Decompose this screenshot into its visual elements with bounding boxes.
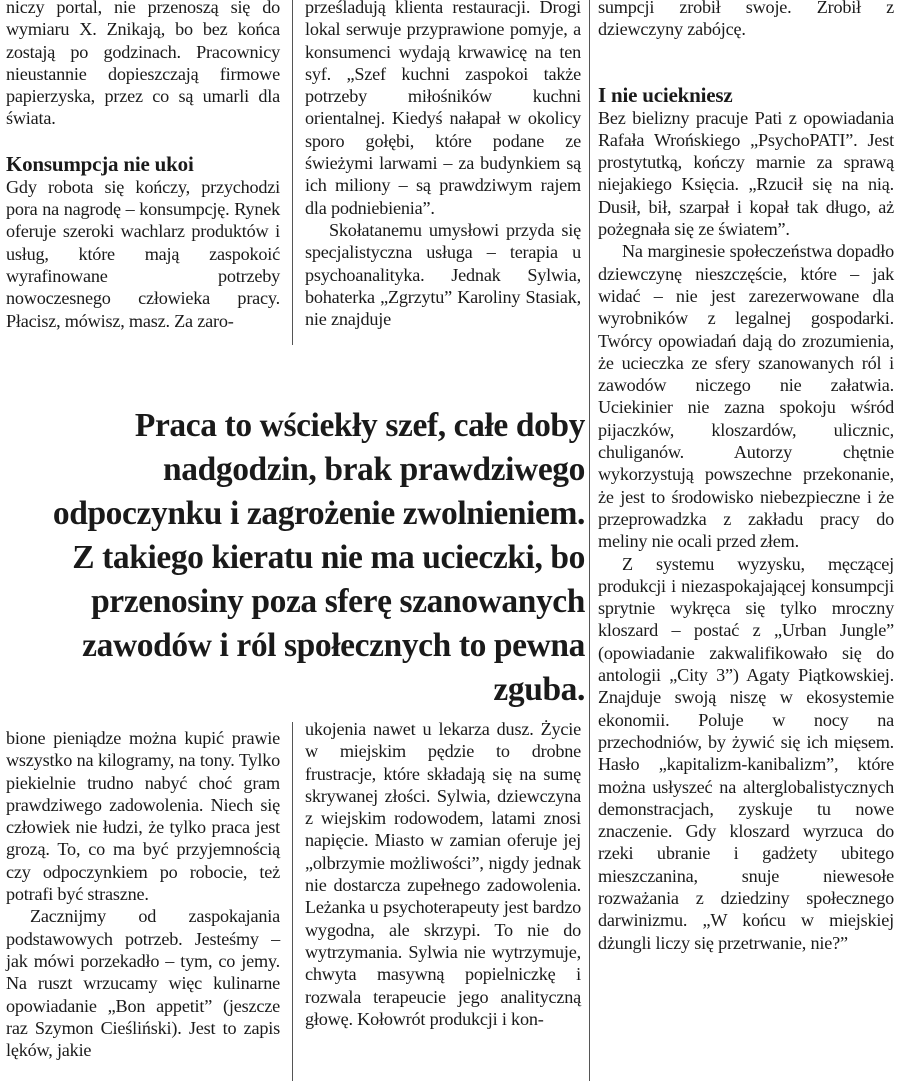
- paragraph: Zacznijmy od zaspokajania podstawowych potrzeb. Jesteśmy – jak mówi porzekadło – tym, co jemy. Na ruszt wrzucamy więc kulinarne opowiadanie „Bon appetit” (jeszcze raz Szymon Cieśliński). Jest to zapis lęków, jakie: [6, 906, 280, 1061]
- paragraph: Gdy robota się kończy, przychodzi pora na nagrodę – konsumpcję. Rynek oferuje szeroki wachlarz produktów i usług, które mają zaspokoić wyrafinowane potrzeby nowoczesnego człowieka pracy. Płacisz, mówisz, masz. Za zaro-: [6, 176, 280, 331]
- paragraph: prześladują klienta restauracji. Drogi lokal serwuje przyprawione pomyje, a konsumenci wydają krwawicę na ten syf. „Szef kuchni zaspokoi także potrzeby miłośników kuchni orientalnej. Kiedyś nałapał w okolicy sporo gołębi, które podane ze świeżymi larwami – za budynkiem są ich miliony – są prawdziwym rajem dla podniebienia”.: [305, 0, 581, 218]
- column-2-top: [305, 0, 581, 330]
- paragraph: Skołatanemu umysłowi przyda się specjalistyczna usługa – terapia u psychoanalityka. Jednak Sylwia, bohaterka „Zgrzytu” Karoliny Stasiak, nie znajduje: [305, 219, 581, 330]
- column-1-top: [6, 0, 280, 332]
- column-divider: [292, 0, 293, 345]
- paragraph: bione pieniądze można kupić prawie wszystko na kilogramy, na tony. Tylko piekielnie trudno nabyć choć gram prawdziwego zadowolenia. Niech się człowiek nie łudzi, że tylko praca jest grozą. To, co ma być przyjemnością czy odpoczynkiem po robocie, też potrafi być straszne.: [6, 728, 280, 905]
- section-heading: I nie uciekniesz: [598, 82, 733, 107]
- paragraph: Bez bielizny pracuje Pati z opowiadania Rafała Wrońskiego „PsychoPATI”. Jest prostytutką, kończy marnie za sprawą niejakiego Księcia. „Rzucił się na nią. Dusił, bił, szarpał i kopał tak długo, aż pożegnała się ze światem”.: [598, 107, 894, 240]
- paragraph: ukojenia nawet u lekarza dusz. Życie w miejskim pędzie to drobne frustracje, które składają się na sumę skrywanej złości. Sylwia, dziewczyna z wiejskim rodowodem, latami znosi napięcie. Miasto w zamian oferuje jej „olbrzymie możliwości”, nigdy jednak nie dostarcza zupełnego zadowolenia. Leżanka u psychoterapeuty jest bardzo wygodna, ale skrzypi. To nie do wytrzymania. Sylwia nie wytrzymuje, chwyta masywną popielniczkę i rozwala terapeucie jego analityczną głowę. Kołowrót produkcji i kon-: [305, 719, 581, 1029]
- paragraph: niczy portal, nie przenoszą się do wymiaru X. Znikają, bo bez końca zostają po godzinach. Pracownicy nieustannie dopieszczają firmowe papierzyska, przez co są umarli dla świata.: [6, 0, 280, 129]
- column-3: [598, 0, 894, 954]
- column-2-bottom: [305, 718, 581, 1030]
- paragraph: sumpcji zrobił swoje. Zrobił z dziewczyny zabójcę.: [598, 0, 894, 40]
- pull-quote: Praca to wściekły szef, całe doby nadgodzin, brak prawdziwego odpoczynku i zagrożenie zwolnieniem. Z takiego kieratu nie ma ucieczki, bo przenosiny poza sferę szanowanych zawodów i ról społecznych to pewna zguba.: [52, 407, 585, 708]
- column-divider: [589, 0, 590, 1081]
- column-divider: [292, 722, 293, 1081]
- column-1-bottom: [6, 727, 280, 1061]
- section-heading: Konsumpcja nie ukoi: [6, 151, 194, 176]
- paragraph: Z systemu wyzysku, męczącej produkcji i niezaspokajającej konsumpcji sprytnie wykręca się tylko mroczny kloszard – postać z „Urban Jungle” (opowiadanie zakwalifikowało się do antologii „City 3”) Agaty Piątkowskiej. Znajduje swoją niszę w ekosystemie ekonomii. Poluje w nocy na przechodniów, by żywić się ich mięsem. Hasło „kapitalizm-kanibalizm”, które można usłyszeć na alterglobalistycznych demonstracjach, zyskuje tu nowe znaczenie. Gdy kloszard wyrzuca do rzeki ubranie i gadżety ubitego mieszczanina, snuje niewesołe rozważania z dziedziny społecznego darwinizmu. „W końcu w miejskiej dżungli liczy się przetrwanie, nie?”: [598, 553, 894, 953]
- paragraph: Na marginesie społeczeństwa dopadło dziewczynę nieszczęście, które – jak widać – nie jest zarezerwowane dla wyrobników z legalnej gospodarki. Twórcy opowiadań dają do zrozumienia, że ucieczka ze sfery szanowanych ról i zawodów niczego nie załatwia. Uciekinier nie zazna spokoju wśród pijaczków, kloszardów, ulicznic, chuliganów. Autorzy chętnie wykorzystują powszechne przekonanie, że jest to środowisko niebezpieczne i że przeprowadzka z zakładu pracy do meliny nie ocali przed złem.: [598, 241, 894, 552]
